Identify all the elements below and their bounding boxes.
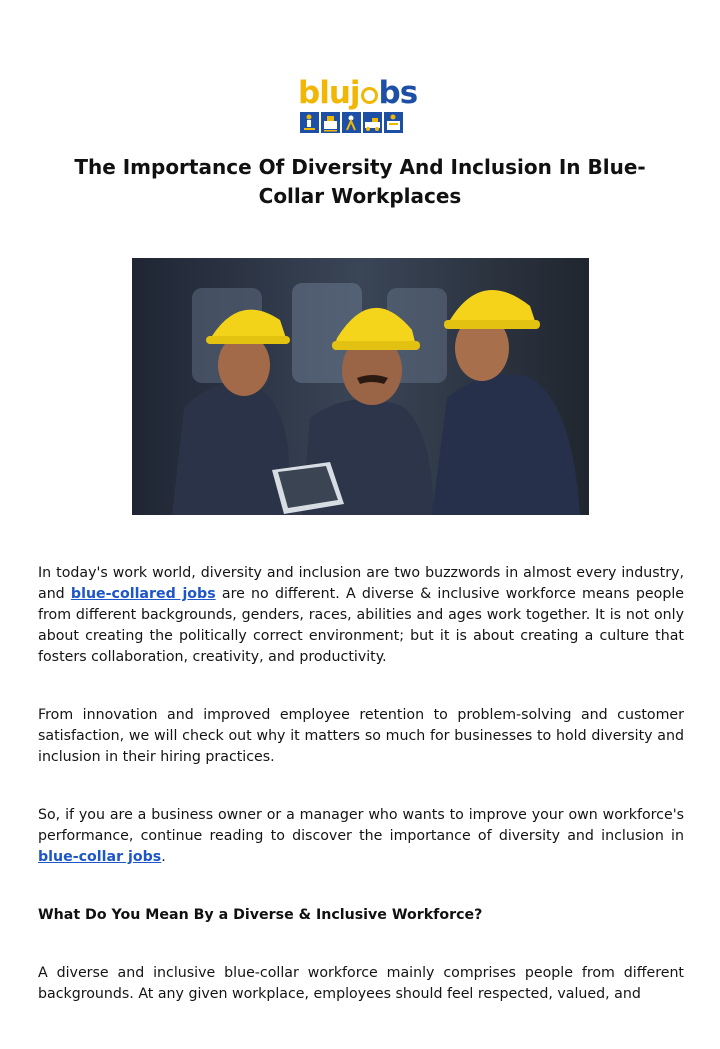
paragraph-4: A diverse and inclusive blue-collar workforce mainly comprises people from different backgrounds. At any given workplace, employees should feel respected, valued, and: [38, 965, 684, 1002]
driver-icon: [363, 112, 382, 133]
logo-tiles: [300, 112, 403, 133]
blujobs-logo[interactable]: [298, 76, 424, 136]
paragraph-2: From innovation and improved employee retention to problem-solving and customer satisfaction, we will check out why it matters so much for businesses to hold diversity and inclusion in their hiring practices.: [38, 707, 684, 765]
paragraph-3: So, if you are a business owner or a manager who wants to improve your own workforce's performance, continue reading to discover the importance of diversity and inclusion in blue-collar jobs.: [38, 807, 684, 865]
blue-collared-jobs-link[interactable]: blue-collared jobs: [70, 586, 216, 602]
logo-wordmark: bluj bs: [298, 75, 418, 111]
section-heading: What Do You Mean By a Diverse & Inclusive Workforce?: [38, 907, 483, 923]
machine-icon: [321, 112, 340, 133]
warehouse-icon: [384, 112, 403, 133]
logo-gear-icon: [361, 87, 378, 104]
worker-icon: [300, 112, 319, 133]
intro-paragraph: In today's work world, diversity and inclusion are two buzzwords in almost every industry, and blue-collared jobs are no different. A diverse & inclusive workforce means people from different backgrounds, genders, races, abilities and ages work together. It is not only about creating the politically correct environment; but it is about creating a culture that fosters collaboration, creativity, and productivity.: [38, 565, 684, 665]
article-title: The Importance Of Diversity And Inclusion In Blue-Collar Workplaces: [74, 155, 646, 208]
mechanic-icon: [342, 112, 361, 133]
blue-collar-jobs-link[interactable]: blue-collar jobs: [38, 849, 162, 865]
workers-photo: [132, 258, 589, 515]
